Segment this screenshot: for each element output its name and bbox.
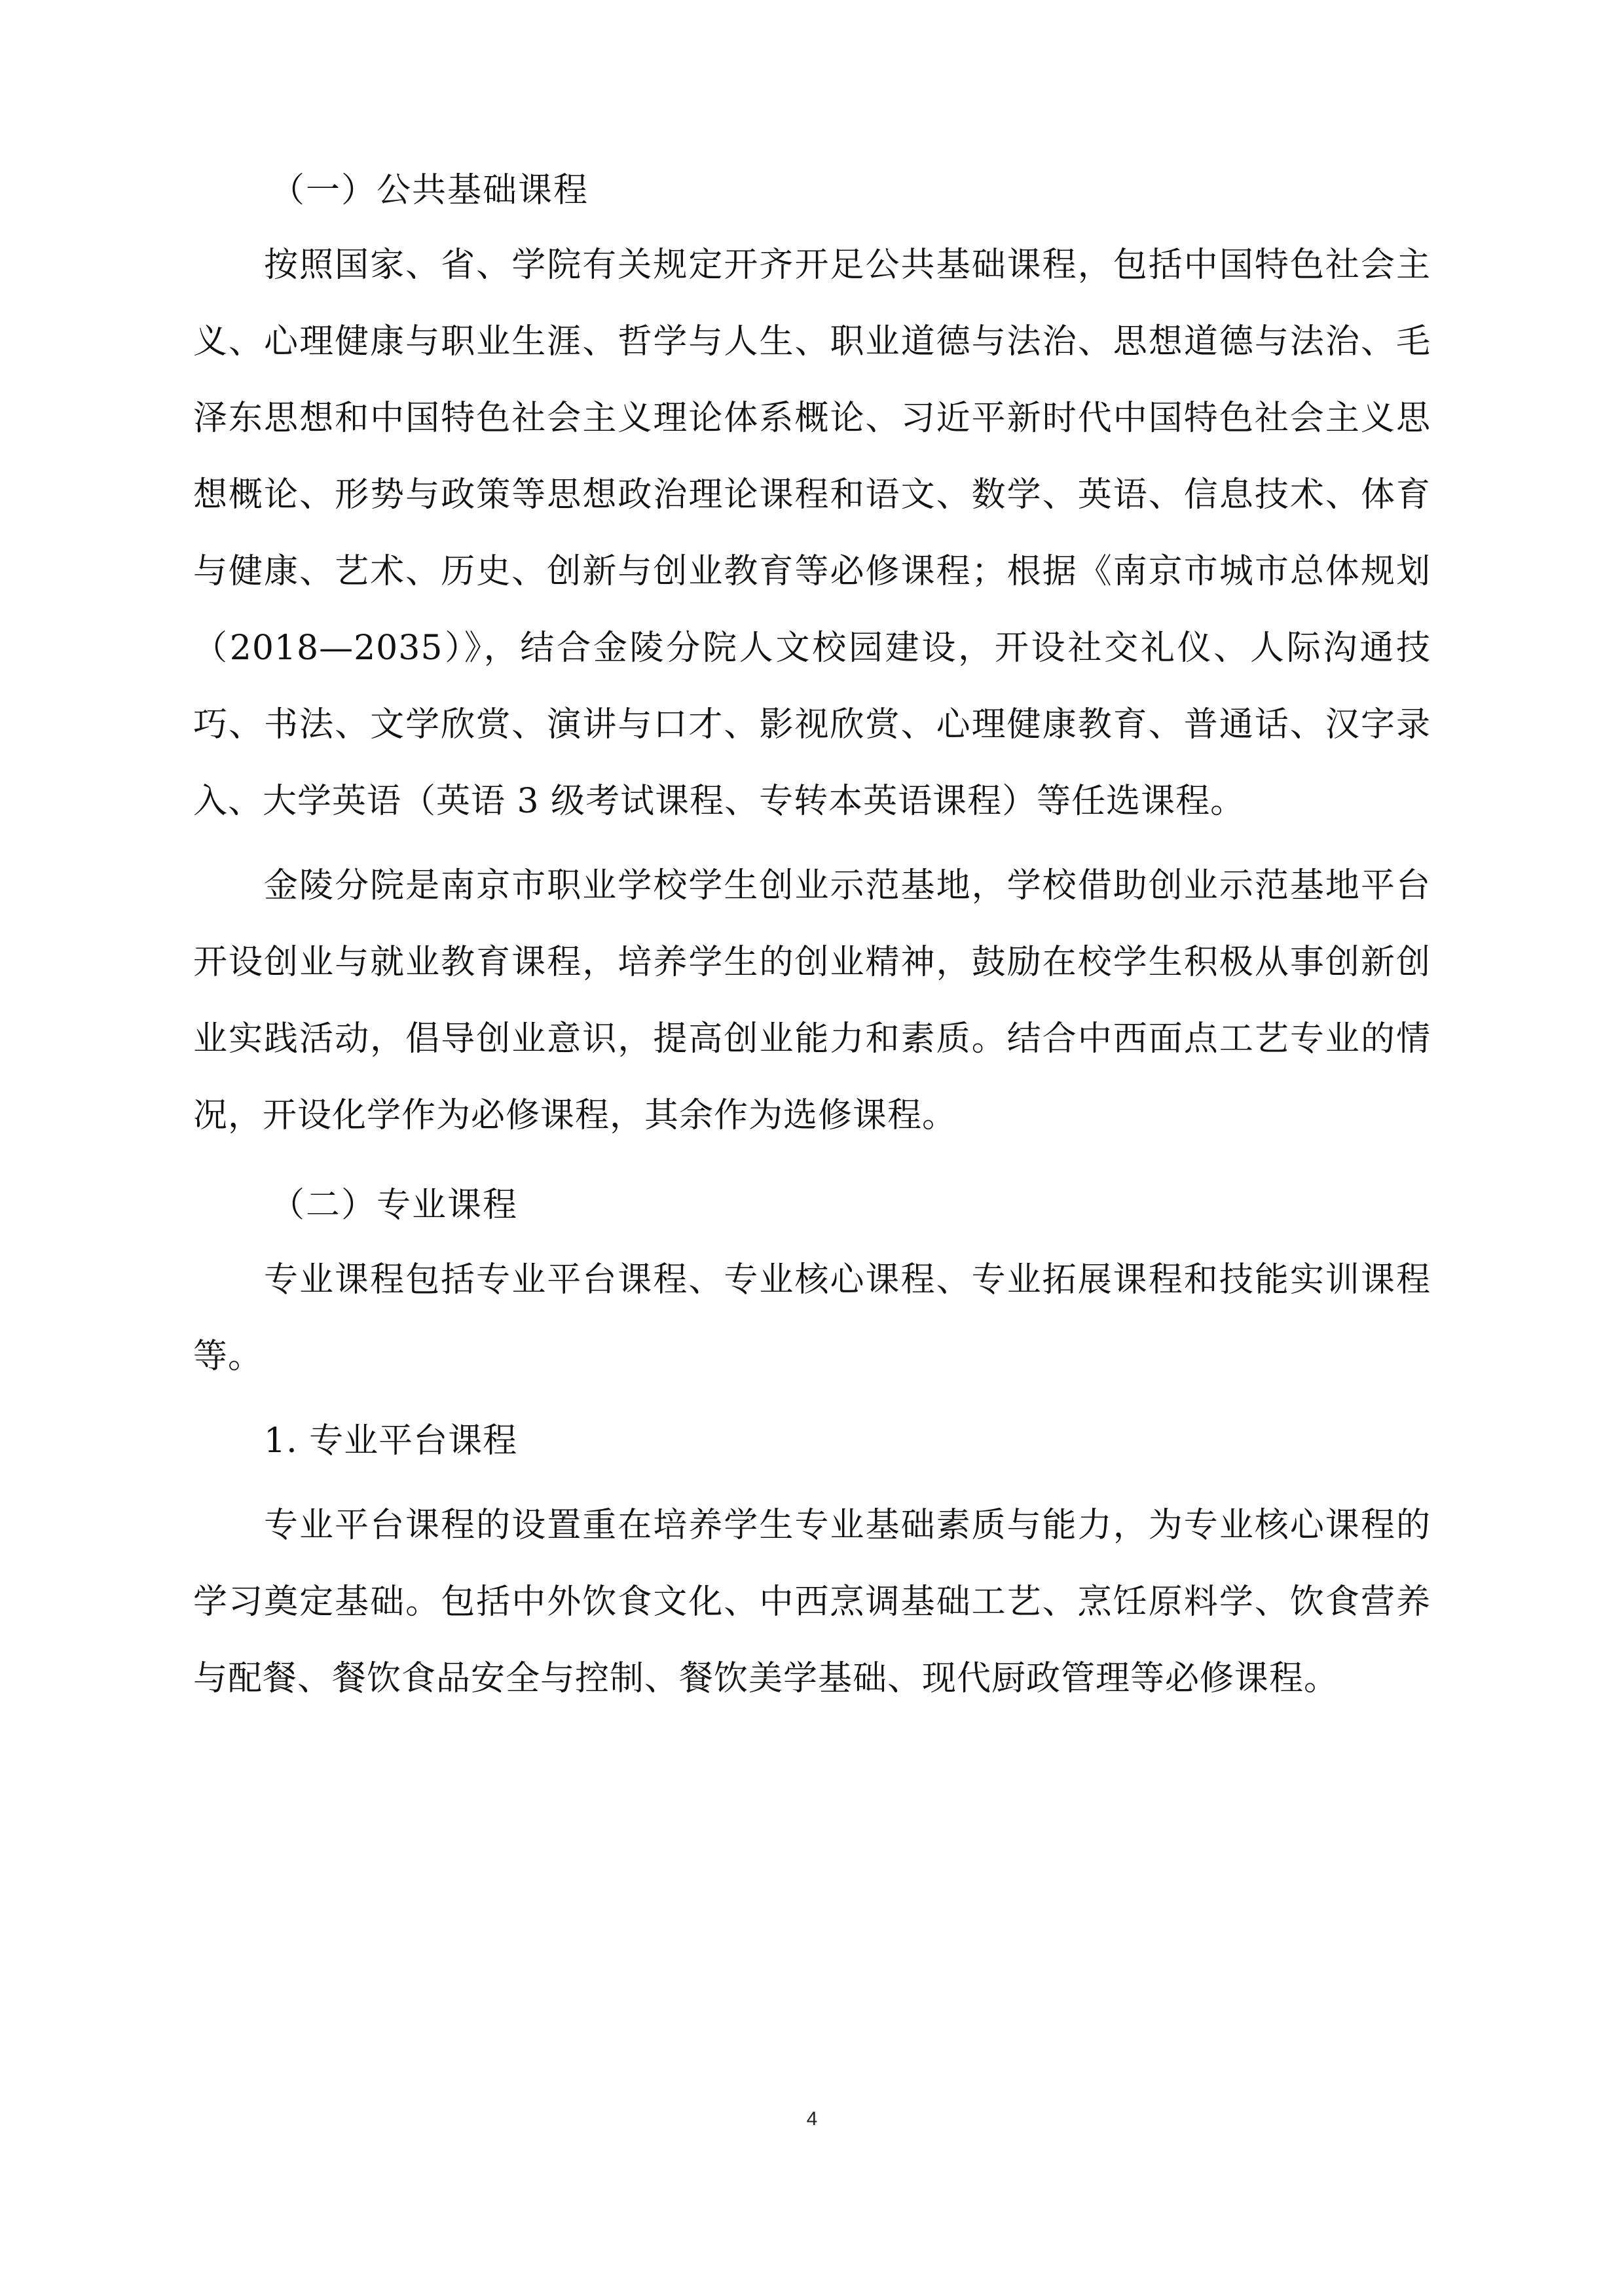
paragraph-public-courses-list: 按照国家、省、学院有关规定开齐开足公共基础课程，包括中国特色社会主义、心理健康与职业生涯、哲学与人生、职业道德与法治、思想道德与法治、毛泽东思想和中国特色社会主义理论体系概论、习近平新时代中国特色社会主义思想概论、形势与政策等思想政治理论课程和语文、数学、英语、信息技术、体育与健康、艺术、历史、创新与创业教育等必修课程；根据《南京市城市总体规划（2018—2035）》，结合金陵分院人文校园建设，开设社交礼仪、人际沟通技巧、书法、文学欣赏、演讲与口才、影视欣赏、心理健康教育、普通话、汉字录入、大学英语（英语 3 级考试课程、专转本英语课程）等任选课程。 <box>193 246 1431 821</box>
section-heading-public-courses: （一）公共基础课程 <box>270 171 589 210</box>
page-body <box>193 154 1431 1717</box>
section-heading-professional-courses: （二）专业课程 <box>270 1186 519 1225</box>
subsection-heading-platform-courses: 1. 专业平台课程 <box>264 1421 518 1461</box>
paragraph-professional-overview: 专业课程包括专业平台课程、专业核心课程、专业拓展课程和技能实训课程等。 <box>193 1260 1431 1376</box>
page-number: 4 <box>806 2108 818 2130</box>
paragraph-platform-courses: 专业平台课程的设置重在培养学生专业基础素质与能力，为专业核心课程的学习奠定基础。包括中外饮食文化、中西烹调基础工艺、烹饪原料学、饮食营养与配餐、餐饮食品安全与控制、餐饮美学基础、现代厨政管理等必修课程。 <box>193 1506 1431 1698</box>
paragraph-entrepreneurship: 金陵分院是南京市职业学校学生创业示范基地，学校借助创业示范基地平台开设创业与就业教育课程，培养学生的创业精神，鼓励在校学生积极从事创新创业实践活动，倡导创业意识，提高创业能力和素质。结合中西面点工艺专业的情况，开设化学作为必修课程，其余作为选修课程。 <box>193 866 1431 1135</box>
